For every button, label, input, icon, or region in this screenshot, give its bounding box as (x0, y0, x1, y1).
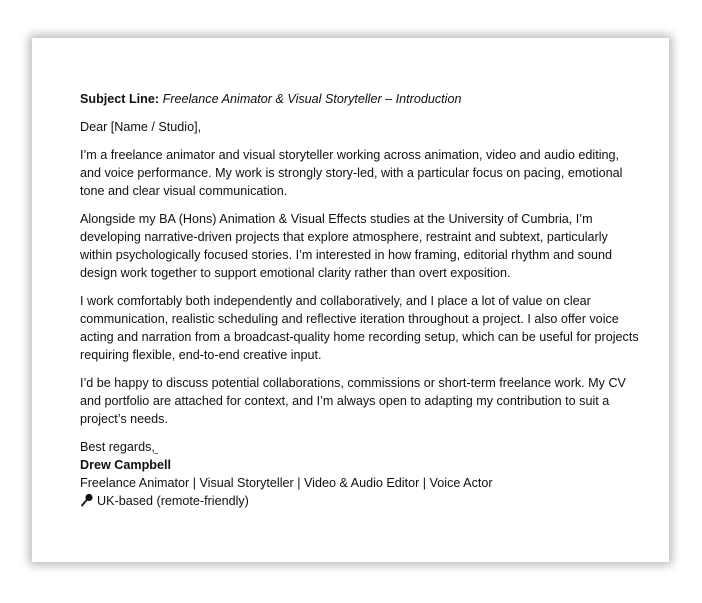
signature-location (80, 492, 640, 510)
signature-roles: Freelance Animator | Visual Storyteller | Video & Audio Editor | Voice Actor (80, 476, 493, 490)
greeting: Dear [Name / Studio], (80, 120, 202, 134)
subject-line (80, 90, 640, 108)
signoff-line (80, 438, 640, 456)
text-cursor-mark (154, 450, 158, 454)
paragraph-1: I’m a freelance animator and visual storyteller working across animation, video and audio editing, and voice performance. My work is strongly story-led, with a particular focus on pacing, emotional tone and clear visual communication. (80, 148, 623, 198)
location-text: UK-based (remote-friendly) (97, 494, 249, 508)
paragraph-2: Alongside my BA (Hons) Animation & Visual Effects studies at the University of Cumbria, I’m developing narrative-driven projects that explore atmosphere, restraint and subtext, particularly within psychologically focused stories. I’m interested in how framing, editorial rhythm and sound design work together to support emotional clarity rather than overt exposition. (80, 212, 612, 280)
paragraph-3: I work comfortably both independently and collaboratively, and I place a lot of value on clear communication, realistic scheduling and reflective iteration throughout a project. I also offer voice acting and narration from a broadcast-quality home recording setup, which can be useful for projects requiring flexible, end-to-end creative input. (80, 294, 639, 362)
paragraph-4: I’d be happy to discuss potential collaborations, commissions or short-term freelance work. My CV and portfolio are attached for context, and I’m always open to adapting my contribution to suit a project’s needs. (80, 376, 626, 426)
subject-text: Freelance Animator & Visual Storyteller – Introduction (162, 92, 462, 106)
subject-label: Subject Line: (80, 92, 160, 106)
signoff: Best regards, (80, 440, 155, 454)
map-pin-icon (80, 493, 94, 507)
letter-body (80, 90, 640, 510)
signature-name: Drew Campbell (80, 458, 171, 472)
document-page (32, 38, 669, 562)
